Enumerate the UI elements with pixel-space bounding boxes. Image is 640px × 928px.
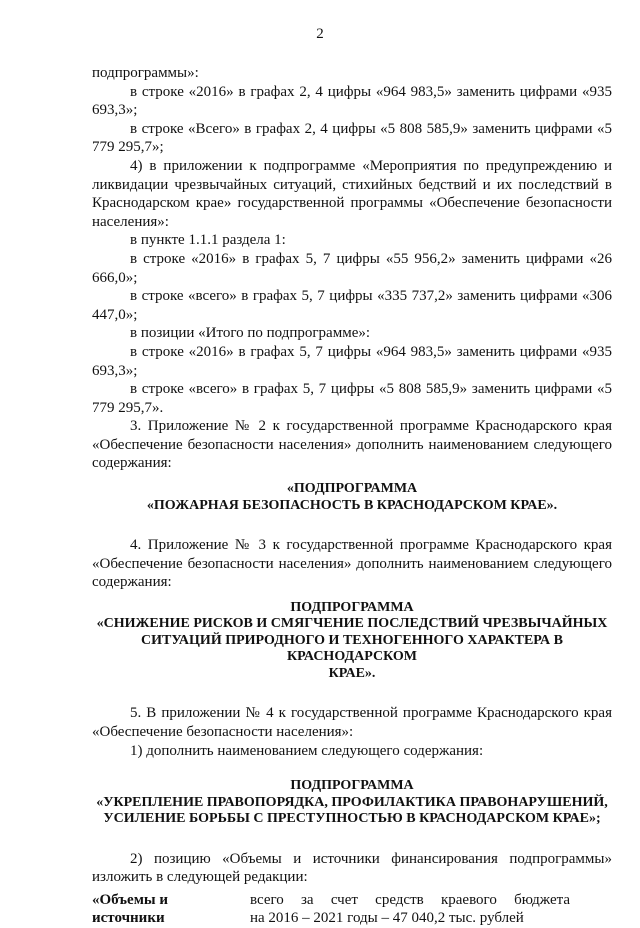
table-label-cell — [92, 891, 250, 928]
paragraph: в строке «2016» в графах 5, 7 цифры «55 956,2» заменить цифрами «26 666,0»; — [92, 250, 612, 286]
heading-line: СИТУАЦИЙ ПРИРОДНОГО И ТЕХНОГЕННОГО ХАРАКТЕРА В КРАСНОДАРСКОМ — [140, 632, 564, 665]
table-value-cell — [250, 891, 570, 928]
page-number: 2 — [316, 26, 324, 42]
heading-line: «СНИЖЕНИЕ РИСКОВ И СМЯГЧЕНИЕ ПОСЛЕДСТВИЙ ЧРЕЗВЫЧАЙНЫХ — [96, 616, 608, 632]
paragraph: в строке «2016» в графах 5, 7 цифры «964 983,5» заменить цифрами «935 693,3»; — [92, 343, 612, 379]
table-label-line: «Объемы и — [92, 891, 169, 908]
paragraph: 3. Приложение № 2 к государственной программе Краснодарского края «Обеспечение безопасности населения» дополнить наименованием следующего содержания: — [92, 418, 612, 472]
heading-line: ПОДПРОГРАММА — [290, 778, 414, 794]
document-body — [92, 64, 612, 928]
heading-line: УСИЛЕНИЕ БОРЬБЫ С ПРЕСТУПНОСТЬЮ В КРАСНОДАРСКОМ КРАЕ»; — [103, 811, 601, 827]
paragraph: в пункте 1.1.1 раздела 1: — [130, 232, 286, 249]
paragraph: 4) в приложении к подпрограмме «Мероприятия по предупреждению и ликвидации чрезвычайных ситуаций, стихийных бедствий и их последствий в Краснодарском крае» государственной программы «Обеспечение безопасности населения»: — [92, 157, 612, 230]
financing-table — [92, 891, 612, 928]
subprogram-heading-1 — [92, 481, 612, 514]
table-value-line: всего за счет средств краевого бюджета — [250, 891, 570, 908]
paragraph: 5. В приложении № 4 к государственной программе Краснодарского края «Обеспечение безопасности населения»: — [92, 705, 612, 740]
subprogram-heading-3 — [92, 778, 612, 828]
subprogram-heading-2 — [92, 600, 612, 683]
paragraph: в строке «2016» в графах 2, 4 цифры «964 983,5» заменить цифрами «935 693,3»; — [92, 83, 612, 119]
paragraph: в строке «всего» в графах 5, 7 цифры «335 737,2» заменить цифрами «306 447,0»; — [92, 288, 612, 323]
heading-line: ПОДПРОГРАММА — [290, 599, 414, 615]
heading-line: КРАЕ». — [328, 665, 376, 681]
paragraph: 2) позицию «Объемы и источники финансирования подпрограммы» изложить в следующей редакции: — [92, 850, 612, 886]
heading-line: «УКРЕПЛЕНИЕ ПРАВОПОРЯДКА, ПРОФИЛАКТИКА ПРАВОНАРУШЕНИЙ, — [96, 794, 608, 810]
paragraph: в строке «всего» в графах 5, 7 цифры «5 808 585,9» заменить цифрами «5 779 295,7». — [92, 381, 612, 416]
paragraph: 4. Приложение № 3 к государственной программе Краснодарского края «Обеспечение безопасности населения» дополнить наименованием следующего содержания: — [92, 537, 612, 591]
heading-line: «ПОЖАРНАЯ БЕЗОПАСНОСТЬ В КРАСНОДАРСКОМ КРАЕ». — [146, 497, 558, 513]
paragraph: подпрограммы»: — [92, 65, 199, 81]
paragraph: в позиции «Итого по подпрограмме»: — [130, 325, 371, 342]
paragraph: в строке «Всего» в графах 2, 4 цифры «5 808 585,9» заменить цифрами «5 779 295,7»; — [92, 120, 612, 156]
heading-line: «ПОДПРОГРАММА — [286, 481, 418, 497]
table-label-line: источники — [92, 910, 165, 927]
paragraph: 1) дополнить наименованием следующего содержания: — [130, 742, 484, 759]
table-value-line: на 2016 – 2021 годы – 47 040,2 тыс. рублей — [250, 910, 524, 927]
